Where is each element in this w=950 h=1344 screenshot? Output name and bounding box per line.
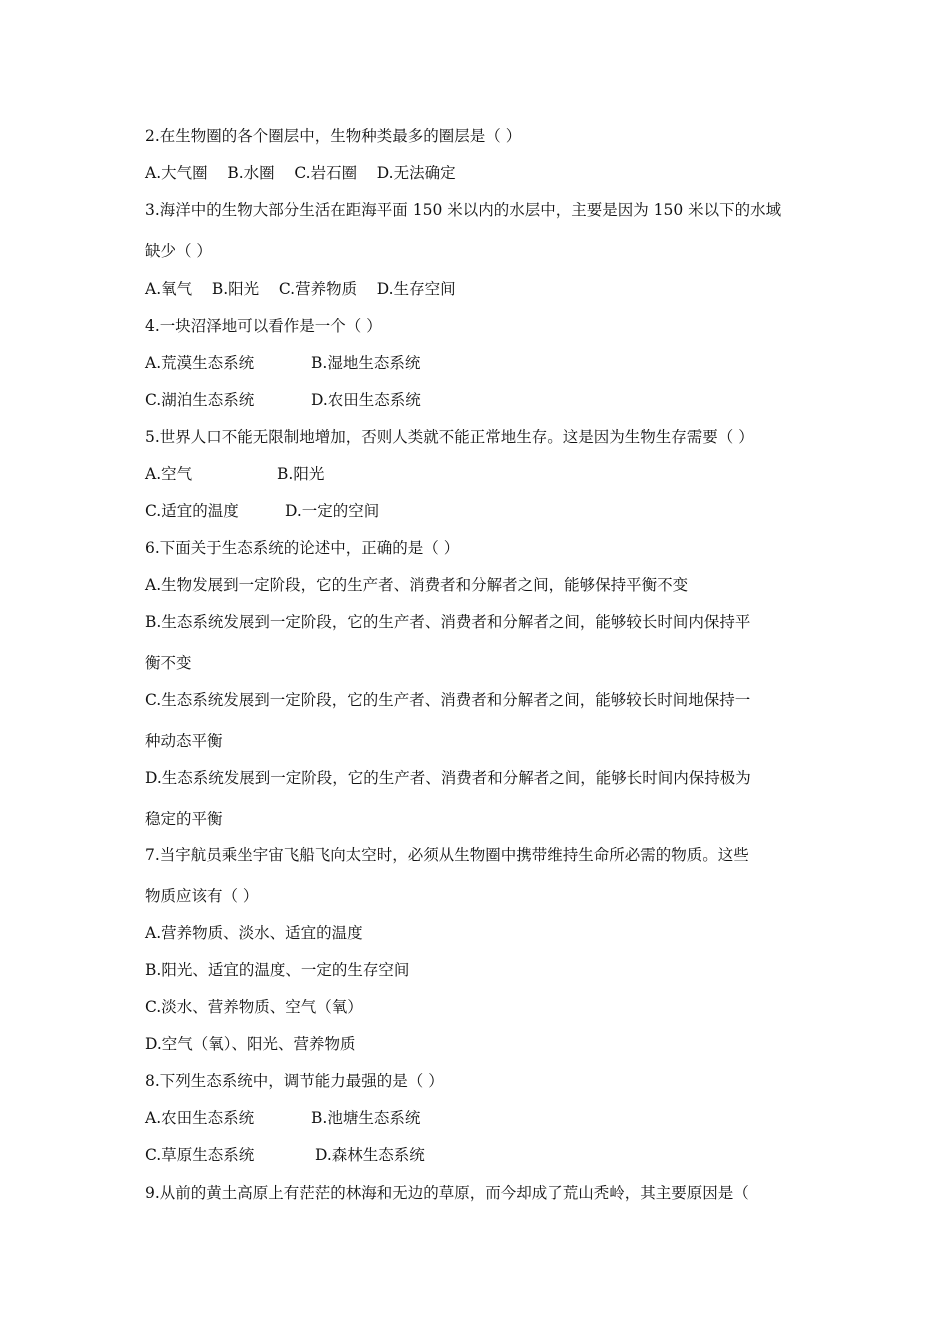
question-3-stem-line2: 缺少（ ） [145, 242, 212, 260]
question-4-stem: 4.一块沼泽地可以看作是一个（ ） [145, 317, 382, 335]
question-4-option-b: B.湿地生态系统 [311, 354, 421, 372]
question-8-option-b: B.池塘生态系统 [311, 1109, 421, 1127]
question-4-option-d: D.农田生态系统 [311, 391, 421, 409]
question-6-option-a: A.生物发展到一定阶段，它的生产者、消费者和分解者之间，能够保持平衡不变 [145, 576, 689, 594]
question-6-option-d-line2: 稳定的平衡 [145, 810, 223, 828]
question-7-option-c: C.淡水、营养物质、空气（氧） [145, 998, 363, 1016]
question-7-option-a: A.营养物质、淡水、适宜的温度 [145, 924, 363, 942]
question-6-option-c-line2: 种动态平衡 [145, 732, 223, 750]
question-2-options: A.大气圈 B.水圈 C.岩石圈 D.无法确定 [145, 164, 456, 182]
question-6-stem: 6.下面关于生态系统的论述中，正确的是（ ） [145, 539, 460, 557]
question-5-option-a: A.空气 [145, 465, 193, 483]
question-8-option-c: C.草原生态系统 [145, 1146, 255, 1164]
question-6-option-c-line1: C.生态系统发展到一定阶段，它的生产者、消费者和分解者之间，能够较长时间地保持一 [145, 691, 751, 709]
question-5-option-c: C.适宜的温度 [145, 502, 239, 520]
question-3-stem-line1: 3.海洋中的生物大部分生活在距海平面 150 米以内的水层中，主要是因为 150 米以下的水域 [145, 201, 782, 219]
question-6-option-b-line2: 衡不变 [145, 654, 192, 672]
question-3-options: A.氧气 B.阳光 C.营养物质 D.生存空间 [145, 280, 456, 298]
question-5-option-b: B.阳光 [277, 465, 325, 483]
question-6-option-b-line1: B.生态系统发展到一定阶段，它的生产者、消费者和分解者之间，能够较长时间内保持平 [145, 613, 751, 631]
question-8-option-a: A.农田生态系统 [145, 1109, 255, 1127]
question-6-option-d-line1: D.生态系统发展到一定阶段，它的生产者、消费者和分解者之间，能够长时间内保持极为 [145, 769, 751, 787]
question-4-option-c: C.湖泊生态系统 [145, 391, 255, 409]
question-5-stem: 5.世界人口不能无限制地增加，否则人类就不能正常地生存。这是因为生物生存需要（ ） [145, 428, 754, 446]
question-5-option-d: D.一定的空间 [285, 502, 380, 520]
question-8-stem: 8.下列生态系统中，调节能力最强的是（ ） [145, 1072, 444, 1090]
question-7-stem-line2: 物质应该有（ ） [145, 887, 259, 905]
question-7-option-b: B.阳光、适宜的温度、一定的生存空间 [145, 961, 410, 979]
question-7-stem-line1: 7.当宇航员乘坐宇宙飞船飞向太空时，必须从生物圈中携带维持生命所必需的物质。这些 [145, 846, 749, 864]
question-7-option-d: D.空气（氧）、阳光、营养物质 [145, 1035, 356, 1053]
question-8-option-d: D.森林生态系统 [315, 1146, 425, 1164]
question-2-stem: 2.在生物圈的各个圈层中，生物种类最多的圈层是（ ） [145, 127, 522, 145]
question-4-option-a: A.荒漠生态系统 [145, 354, 255, 372]
question-9-stem: 9.从前的黄土高原上有茫茫的林海和无边的草原，而今却成了荒山秃岭，其主要原因是（ [145, 1184, 749, 1202]
